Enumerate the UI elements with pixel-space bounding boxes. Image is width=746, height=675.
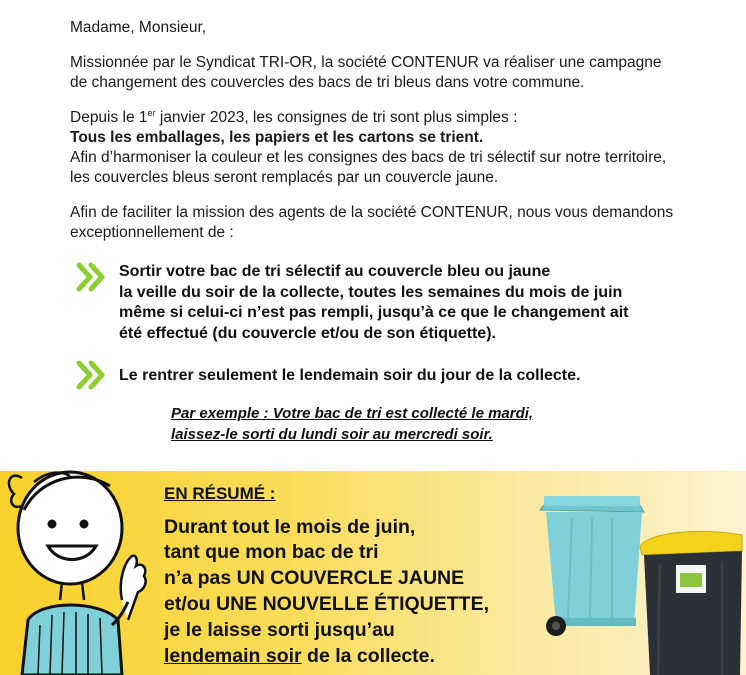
example-line-2: laissez-le sorti du lundi soir au mercredi soir. xyxy=(171,426,493,443)
paragraph-2-line-1 xyxy=(70,108,517,128)
double-chevron-right-icon xyxy=(76,360,108,390)
paragraph-2-line-3: Afin d’harmoniser la couleur et les consignes des bacs de tri sélectif sur notre territoire, xyxy=(70,149,667,166)
bullet-2 xyxy=(119,366,719,387)
double-chevron-right-icon xyxy=(76,262,108,292)
character-illustration xyxy=(0,450,160,675)
example-line-1: Par exemple : Votre bac de tri est collecté le mardi, xyxy=(171,405,534,422)
summary-line-1: Durant tout le mois de juin, xyxy=(164,516,416,538)
summary-underlined: lendemain soir xyxy=(164,645,302,667)
bullet-1-line: Sortir votre bac de tri sélectif au couvercle bleu ou jaune xyxy=(119,263,551,280)
summary-line-6-rest: de la collecte. xyxy=(301,645,435,667)
p2-pre: Depuis le 1 xyxy=(70,109,148,126)
p2-sup: er xyxy=(147,107,156,118)
greeting: Madame, Monsieur, xyxy=(70,19,207,36)
bullet-1-line: même si celui-ci n’est pas rempli, jusqu’à ce que le changement ait xyxy=(119,304,629,321)
paragraph-1-line-2: de changement des couvercles des bacs de tri bleus dans votre commune. xyxy=(70,74,585,91)
p2-post: janvier 2023, les consignes de tri sont plus simples : xyxy=(155,109,518,126)
summary-line-3: n’a pas UN COUVERCLE JAUNE xyxy=(164,567,465,589)
summary-line-6 xyxy=(164,644,435,668)
blue-bin-image xyxy=(532,488,652,638)
bullet-1-line: été effectué (du couvercle et/ou de son étiquette). xyxy=(119,324,496,342)
paragraph-1-line-1: Missionnée par le Syndicat TRI-OR, la société CONTENUR va réaliser une campagne xyxy=(70,54,662,71)
paragraph-3-line-1: Afin de faciliter la mission des agents de la société CONTENUR, nous vous demandons xyxy=(70,204,674,221)
bullet-1-line: la veille du soir de la collecte, toutes les semaines du mois de juin xyxy=(119,283,623,301)
bullet-2-line: Le rentrer seulement le lendemain soir du jour de la collecte. xyxy=(119,367,581,384)
summary-title: EN RÉSUMÉ : xyxy=(164,484,276,503)
summary-line-2: tant que mon bac de tri xyxy=(164,541,379,563)
paragraph-2-line-4: les couvercles bleus seront remplacés par un couvercle jaune. xyxy=(70,169,499,186)
paragraph-2-bold: Tous les emballages, les papiers et les cartons se trient. xyxy=(70,129,484,146)
summary-line-4: et/ou UNE NOUVELLE ÉTIQUETTE, xyxy=(164,593,490,615)
bullet-1 xyxy=(119,262,719,344)
summary-line-5: je le laisse sorti jusqu’au xyxy=(164,619,395,641)
yellow-lid-bin-image xyxy=(636,525,746,675)
paragraph-3-line-2: exceptionnellement de : xyxy=(70,224,234,241)
